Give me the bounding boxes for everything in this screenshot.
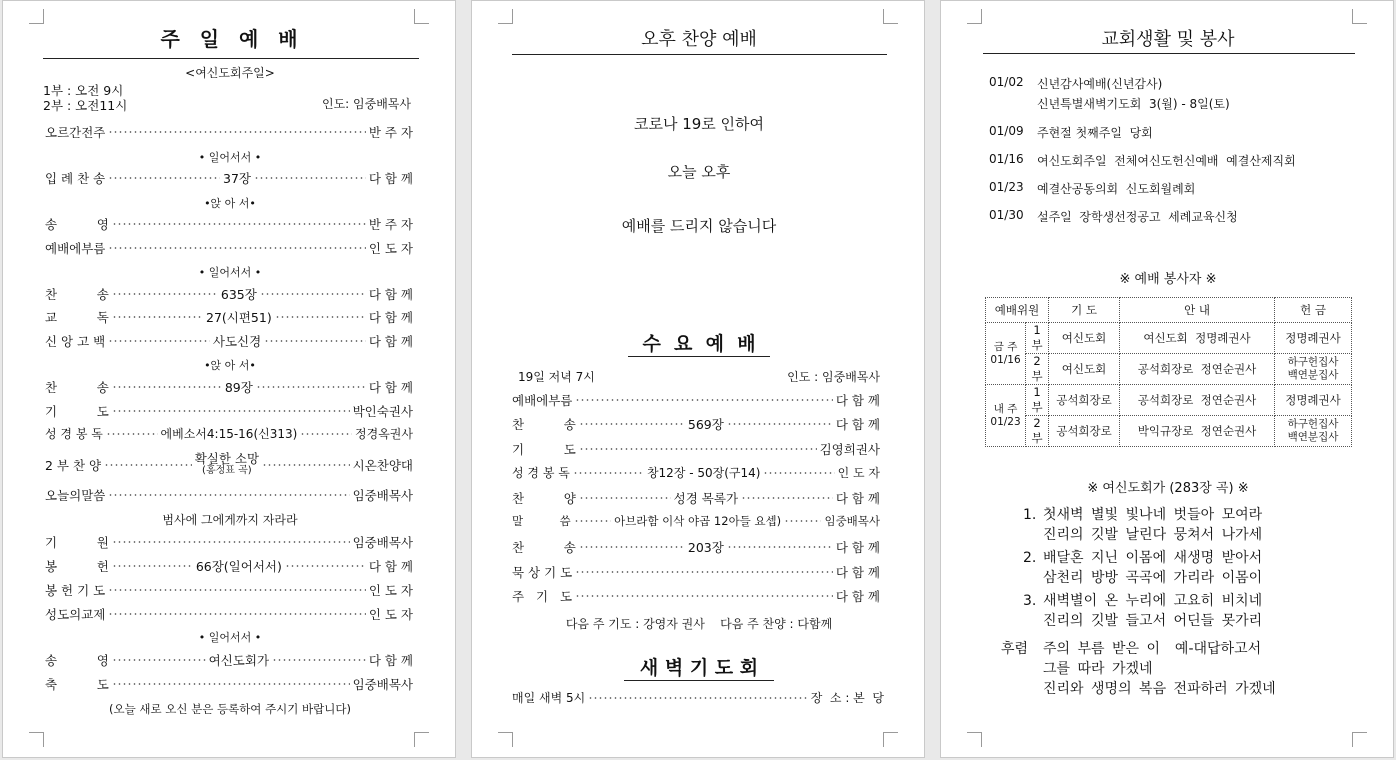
order-item — [45, 169, 413, 187]
verse-line: 배달혼 지닌 이몸에 새생명 받아서 — [1043, 550, 1263, 566]
item-label: 송 영 — [45, 217, 109, 232]
hymn-title: ※ 여신도회가 (283장 곡) ※ — [1087, 481, 1249, 496]
crop-mark — [29, 732, 44, 747]
item-mid: 569장 — [687, 417, 724, 432]
order-item — [45, 486, 413, 504]
leader-dots — [104, 464, 192, 466]
leader-dots — [588, 697, 807, 699]
event-text: 신년감사예배(신년감사) — [1037, 77, 1163, 91]
column-header: 헌 금 — [1275, 298, 1352, 323]
servers-table — [985, 297, 1352, 447]
order-item — [45, 285, 413, 303]
item-right: 다 함 께 — [835, 589, 880, 604]
order-item — [45, 378, 413, 396]
guide-cell: 여신도회 정명례권사 — [1120, 323, 1275, 354]
offering-cell: 하구헌집사 백연분집사 — [1275, 354, 1352, 385]
leader-dots — [300, 433, 352, 435]
notice-line-3: 예배를 드리지 않습니다 — [621, 217, 777, 235]
item-label: 말 씀 — [512, 514, 571, 528]
order-item — [512, 513, 880, 529]
leader-dots — [108, 131, 365, 133]
crop-mark — [883, 9, 898, 24]
order-item — [45, 308, 413, 326]
refrain-line: 진리와 생명의 복음 전파하러 가겠네 — [1043, 681, 1276, 697]
verse-line: 첫새벽 별빛 빛나네 벗들아 모여라 — [1043, 507, 1263, 523]
item-right: 다 함 께 — [835, 491, 880, 506]
item-label: 축 도 — [45, 677, 109, 692]
item-right: 인 도 자 — [368, 241, 413, 256]
order-item — [45, 675, 413, 693]
event-date: 01/30 — [989, 208, 1024, 222]
item-label: 묵 상 기 도 — [512, 565, 573, 580]
verse-line: 진리의 깃발 들고서 어딘들 못가리 — [1043, 613, 1263, 629]
order-item — [512, 538, 880, 556]
verse-line: 진리의 깃발 날린다 뭉쳐서 나가세 — [1043, 527, 1263, 543]
order-item — [45, 239, 413, 257]
leader-dots — [741, 497, 833, 499]
order-item — [45, 332, 413, 350]
item-label: 기 도 — [512, 442, 576, 457]
order-item — [45, 557, 413, 575]
crop-mark — [29, 9, 44, 24]
dawn-prayer-info — [512, 689, 884, 706]
item-right: 다 함 께 — [368, 287, 414, 302]
crop-mark — [414, 9, 429, 24]
item-right: 시온찬양대 — [352, 458, 414, 473]
dawn-place: 장 소 : 본 당 — [810, 691, 884, 705]
item-right: 인 도 자 — [368, 607, 413, 622]
page-church-life — [940, 0, 1394, 758]
page-afternoon-worship — [471, 0, 925, 758]
page-sunday-worship — [2, 0, 456, 758]
refrain-label: 후렴 — [1001, 641, 1029, 657]
guide-cell: 공석희장로 정연순권사 — [1120, 354, 1275, 385]
sermon-title: 범사에 그에게까지 자라라 — [162, 513, 298, 527]
choir-piece — [195, 453, 259, 477]
event-date: 01/23 — [989, 180, 1024, 194]
item-label: 찬 송 — [512, 540, 576, 555]
leader-dots — [264, 340, 366, 342]
item-right: 박인숙권사 — [352, 404, 413, 419]
item-label: 기 원 — [45, 535, 109, 550]
event-date: 01/16 — [989, 152, 1024, 166]
section-rule — [628, 356, 770, 357]
crop-mark — [1352, 732, 1367, 747]
leader-dots — [260, 293, 366, 295]
item-right: 임중배목사 — [352, 677, 413, 692]
table-row — [986, 416, 1352, 447]
leader-dots — [108, 613, 365, 615]
order-item — [512, 391, 880, 409]
item-mid: 아브라함 이삭 야곱 12아들 요셉) — [614, 514, 782, 528]
leader-dots — [285, 565, 366, 567]
verse-number: 2. — [1023, 550, 1037, 566]
item-label: 주 기 도 — [512, 589, 573, 604]
table-header-row — [986, 298, 1352, 323]
event-date: 01/02 — [989, 75, 1024, 89]
item-right: 다 함 께 — [835, 393, 880, 408]
item-label: 찬 양 — [512, 491, 576, 506]
item-label: 기 도 — [45, 404, 109, 419]
item-label: 찬 송 — [45, 380, 109, 395]
order-item — [45, 605, 413, 623]
item-right: 반 주 자 — [368, 217, 413, 232]
item-mid: 37장 — [223, 171, 252, 186]
refrain-line: 그를 따라 가겠네 — [1043, 661, 1153, 677]
order-item — [45, 651, 413, 669]
leader-dots — [579, 423, 685, 425]
crop-mark — [967, 732, 982, 747]
item-mid: 여신도회가 — [208, 653, 270, 668]
item-right: 인 도 자 — [368, 583, 413, 598]
leader-dots — [575, 595, 833, 597]
refrain-line: 주의 부름 받은 이 예-대답하고서 — [1043, 641, 1262, 657]
event-text: 주현절 첫째주일 당회 — [1037, 126, 1153, 140]
leader-dots — [112, 565, 193, 567]
leader-dots — [256, 386, 366, 388]
crop-mark — [967, 9, 982, 24]
order-item — [45, 453, 413, 477]
next-week-note: 다음 주 기도 : 강영자 권사 다음 주 찬양 : 다함께 — [565, 617, 833, 631]
sit-note: •앉 아 서• — [204, 197, 256, 210]
subtitle: <여신도회주일> — [185, 66, 275, 80]
item-mid: 27(시편51) — [206, 310, 272, 325]
order-item — [512, 563, 880, 581]
event-text: 설주일 장학생선정공고 세례교육신청 — [1037, 210, 1238, 224]
item-label: 오르간전주 — [45, 125, 106, 140]
leader-dots — [108, 589, 366, 591]
offering-cell: 하구헌집사 백연분집사 — [1275, 416, 1352, 447]
table-row — [986, 354, 1352, 385]
order-item — [45, 581, 413, 599]
item-right: 다 함 께 — [368, 171, 413, 186]
item-right: 임중배목사 — [824, 514, 881, 528]
verse-number: 1. — [1023, 507, 1037, 523]
title-rule — [512, 54, 887, 55]
leader-dots — [112, 316, 203, 318]
item-label: 찬 송 — [45, 287, 109, 302]
leader-dots — [112, 223, 366, 225]
prayer-cell: 여신도회 — [1049, 323, 1120, 354]
leader-dots — [112, 386, 222, 388]
page-title: 교회생활 및 봉사 — [1101, 29, 1235, 50]
item-right: 다 함 께 — [835, 565, 880, 580]
column-header: 예배위원 — [986, 298, 1049, 323]
leader-dots — [262, 464, 350, 466]
stand-note: • 일어서서 • — [198, 151, 262, 164]
order-item — [512, 440, 880, 458]
crop-mark — [883, 732, 898, 747]
page-title: 오후 찬양 예배 — [641, 29, 757, 50]
item-label: 신 앙 고 백 — [45, 334, 106, 349]
item-mid: 66장(일어서서) — [195, 559, 282, 574]
item-label: 봉 헌 기 도 — [45, 583, 106, 598]
leader-dots — [112, 410, 350, 412]
item-mid: 창12장 - 50장(구14) — [646, 466, 761, 480]
offering-cell: 정명례권사 — [1275, 385, 1352, 416]
order-item — [45, 123, 413, 141]
item-label: 입 례 찬 송 — [45, 171, 106, 186]
leader-dots — [574, 520, 611, 522]
service-time-1: 1부 : 오전 9시 — [43, 83, 124, 98]
crop-mark — [498, 732, 513, 747]
guide-cell: 박익규장로 정연순권사 — [1120, 416, 1275, 447]
part-cell: 2부 — [1026, 354, 1049, 385]
leader-dots — [112, 659, 206, 661]
leader-dots — [784, 520, 821, 522]
wednesday-leader: 인도 : 임중배목사 — [787, 370, 880, 384]
stand-note: • 일어서서 • — [198, 266, 262, 279]
leader-dots — [108, 340, 210, 342]
item-right: 반 주 자 — [368, 125, 413, 140]
week-cell: 내 주 01/23 — [986, 385, 1026, 447]
table-row — [986, 323, 1352, 354]
item-mid: 성경 목록가 — [673, 491, 739, 506]
sit-note: •앉 아 서• — [204, 359, 256, 372]
item-label: 성 경 봉 독 — [45, 427, 103, 441]
part-cell: 1부 — [1026, 385, 1049, 416]
leader-dots — [108, 247, 365, 249]
title-rule — [983, 53, 1355, 54]
item-label: 교 독 — [45, 310, 109, 325]
composer: (홍정표 곡) — [202, 465, 252, 476]
leader-dots — [575, 571, 833, 573]
item-label: 오늘의말씀 — [45, 488, 106, 503]
item-label: 성도의교제 — [45, 607, 106, 622]
item-right: 다 함 께 — [835, 417, 881, 432]
notice-line-1: 코로나 19로 인하여 — [633, 115, 765, 133]
item-label: 예배에부름 — [45, 241, 106, 256]
item-right: 인 도 자 — [837, 466, 880, 480]
verse-number: 3. — [1023, 593, 1037, 609]
item-right: 다 함 께 — [835, 540, 881, 555]
order-item — [45, 402, 413, 420]
leader-dots — [573, 472, 644, 474]
event-text: 예결산공동의회 신도회월례회 — [1037, 182, 1196, 196]
title-rule — [43, 58, 419, 59]
leader-dots — [254, 177, 366, 179]
order-item — [512, 587, 880, 605]
leader-dots — [579, 448, 817, 450]
item-right: 다 함 께 — [368, 653, 413, 668]
order-item — [512, 464, 880, 481]
item-right: 임중배목사 — [352, 488, 413, 503]
guide-cell: 공석희장로 정연순권사 — [1120, 385, 1275, 416]
week-cell: 금 주 01/16 — [986, 323, 1026, 385]
service-time-2: 2부 : 오전11시 — [43, 98, 128, 113]
leader-dots — [106, 433, 158, 435]
leader-dots — [112, 293, 218, 295]
crop-mark — [414, 732, 429, 747]
item-right: 임중배목사 — [352, 535, 413, 550]
table-row — [986, 385, 1352, 416]
leader-dots — [727, 423, 833, 425]
leader-dots — [108, 494, 349, 496]
item-label: 찬 송 — [512, 417, 576, 432]
offering-cell: 정명례권사 — [1275, 323, 1352, 354]
item-label: 성 경 봉 독 — [512, 466, 570, 480]
leader-dots — [108, 177, 220, 179]
prayer-cell: 여신도회 — [1049, 354, 1120, 385]
item-mid: 635장 — [220, 287, 257, 302]
column-header: 안 내 — [1120, 298, 1275, 323]
verse-line: 새벽별이 온 누리에 고요히 비치네 — [1043, 593, 1263, 609]
leader-dots — [275, 316, 366, 318]
leader-dots — [272, 659, 366, 661]
item-mid: 사도신경 — [212, 334, 262, 349]
wednesday-title: 수 요 예 배 — [642, 333, 756, 355]
item-right: 다 함 께 — [368, 380, 413, 395]
order-item — [45, 533, 413, 551]
item-label: 2 부 찬 양 — [45, 458, 102, 473]
event-text-2: 신년특별새벽기도회 3(월) - 8일(토) — [1037, 97, 1230, 111]
event-date: 01/09 — [989, 124, 1024, 138]
notice-line-2: 오늘 오후 — [667, 163, 731, 181]
item-mid: 에베소서4:15-16(신313) — [160, 427, 298, 441]
order-item — [45, 215, 413, 233]
item-mid: 89장 — [224, 380, 253, 395]
order-item — [512, 489, 880, 507]
column-header: 기 도 — [1049, 298, 1120, 323]
item-right: 다 함 께 — [368, 559, 413, 574]
event-text: 여신도회주일 전체여신도헌신예배 예결산제직회 — [1037, 154, 1296, 168]
order-item — [45, 425, 413, 442]
footer-note: (오늘 새로 오신 분은 등록하여 주시기 바랍니다) — [109, 702, 351, 716]
leader: 인도: 임중배목사 — [321, 97, 411, 111]
leader-dots — [112, 541, 350, 543]
item-mid: 203장 — [687, 540, 724, 555]
prayer-cell: 공석희장로 — [1049, 385, 1120, 416]
item-right: 다 함 께 — [368, 334, 414, 349]
order-item — [512, 415, 880, 433]
dawn-prayer-title: 새 벽 기 도 회 — [639, 657, 759, 679]
servers-title: ※ 예배 봉사자 ※ — [1119, 272, 1217, 287]
dawn-time: 매일 새벽 5시 — [512, 691, 586, 705]
item-right: 김영희권사 — [819, 442, 880, 457]
item-label: 송 영 — [45, 653, 109, 668]
item-label: 봉 헌 — [45, 559, 109, 574]
leader-dots — [579, 546, 685, 548]
stand-note: • 일어서서 • — [198, 631, 262, 644]
item-label: 예배에부름 — [512, 393, 573, 408]
leader-dots — [727, 546, 833, 548]
wednesday-time: 19일 저녁 7시 — [518, 370, 595, 384]
leader-dots — [112, 683, 350, 685]
part-cell: 1부 — [1026, 323, 1049, 354]
verse-line: 삼천리 방방 곡곡에 가리라 이몸이 — [1043, 570, 1263, 586]
page-title: 주 일 예 배 — [160, 27, 300, 51]
item-mid: 확실한 소망 — [194, 451, 260, 466]
crop-mark — [498, 9, 513, 24]
part-cell: 2부 — [1026, 416, 1049, 447]
leader-dots — [575, 399, 832, 401]
leader-dots — [763, 472, 834, 474]
item-right: 다 함 께 — [368, 310, 414, 325]
prayer-cell: 공석희장로 — [1049, 416, 1120, 447]
crop-mark — [1352, 9, 1367, 24]
section-rule — [624, 680, 774, 681]
leader-dots — [579, 497, 671, 499]
item-right: 정경옥권사 — [355, 427, 413, 441]
